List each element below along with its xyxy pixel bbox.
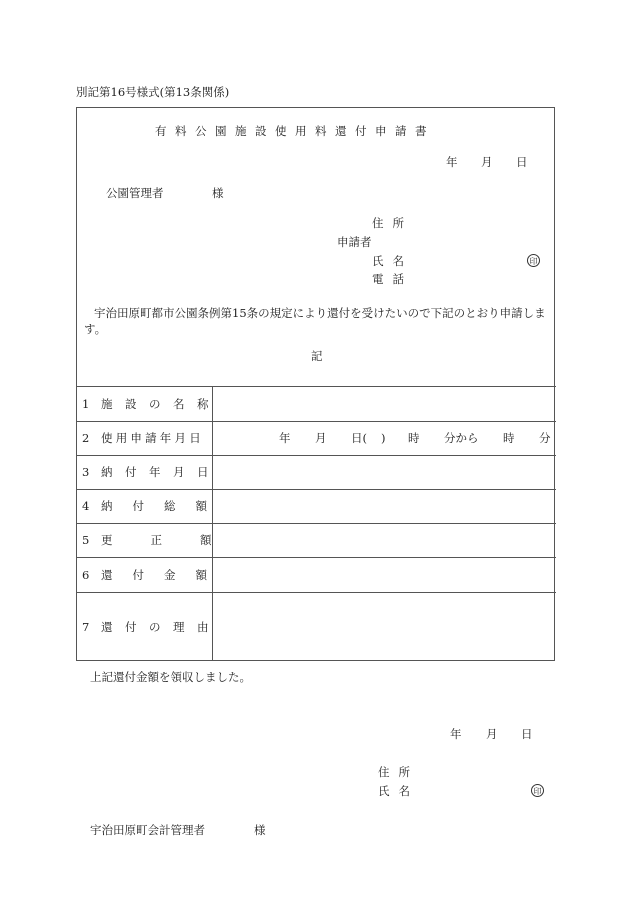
ki-heading: 記 xyxy=(311,349,323,363)
table-row-divider xyxy=(76,523,556,524)
table-row-divider xyxy=(76,489,556,490)
row-number: 6 xyxy=(82,568,90,582)
row-number: 5 xyxy=(82,533,90,547)
usage-weekday-close: ) xyxy=(381,431,386,445)
row-number: 2 xyxy=(82,431,90,445)
applicant-address-label: 住所 xyxy=(372,216,413,230)
applicant-label: 申請者 xyxy=(337,235,372,249)
table-row-divider xyxy=(76,592,556,593)
receipt-statement: 上記還付金額を領収しました。 xyxy=(90,670,251,684)
applicant-phone-label: 電話 xyxy=(372,272,413,286)
table-row-divider xyxy=(76,455,556,456)
form-reference: 別記第16号様式(第13条関係) xyxy=(76,85,230,99)
row-number: 3 xyxy=(82,465,90,479)
usage-day-label: 日( xyxy=(351,431,367,445)
receipt-seal-mark: 印 xyxy=(531,784,544,797)
usage-hour-label: 時 xyxy=(408,431,420,445)
table-row-divider xyxy=(76,557,556,558)
table-row-divider xyxy=(76,421,556,422)
receipt-addressee: 宇治田原町会計管理者 xyxy=(90,823,205,837)
receipt-year-label: 年 xyxy=(450,727,462,741)
usage-minute-from-label: 分から xyxy=(444,431,479,445)
addressee-label: 公園管理者 xyxy=(106,186,164,200)
receipt-day-label: 日 xyxy=(521,727,533,741)
usage-year-label: 年 xyxy=(279,431,291,445)
applicant-name-label: 氏名 xyxy=(372,254,413,268)
table-top-line xyxy=(76,386,556,387)
receipt-honorific: 様 xyxy=(254,823,266,837)
receipt-address-label: 住所 xyxy=(378,765,419,779)
row-label-refund-amount: 還付金額 xyxy=(101,568,227,582)
form-title: 有料公園施設使用料還付申請書 xyxy=(155,124,435,138)
date-month-label: 月 xyxy=(481,155,493,169)
row-number: 4 xyxy=(82,499,90,513)
usage-hour-end-label: 時 xyxy=(503,431,515,445)
row-number: 7 xyxy=(82,620,90,634)
receipt-month-label: 月 xyxy=(486,727,498,741)
row-number: 1 xyxy=(82,397,90,411)
date-day-label: 日 xyxy=(516,155,528,169)
row-label-facility-name: 施設の名称 xyxy=(101,397,221,411)
row-label-usage-date: 使用申請年月日 xyxy=(101,431,204,445)
usage-minute-end-label: 分 xyxy=(539,431,551,445)
addressee-honorific: 様 xyxy=(212,186,224,200)
row-label-total-paid: 納付総額 xyxy=(101,499,227,513)
row-label-correction: 更正額 xyxy=(101,533,250,547)
usage-month-label: 月 xyxy=(315,431,327,445)
row-label-payment-date: 納付年月日 xyxy=(101,465,221,479)
receipt-name-label: 氏名 xyxy=(378,784,419,798)
date-year-label: 年 xyxy=(446,155,458,169)
row-label-refund-reason: 還付の理由 xyxy=(101,620,221,634)
seal-mark: 印 xyxy=(527,254,540,267)
application-statement: 宇治田原町都市公園条例第15条の規定により還付を受けたいので下記のとおり申請します。 xyxy=(84,306,546,336)
